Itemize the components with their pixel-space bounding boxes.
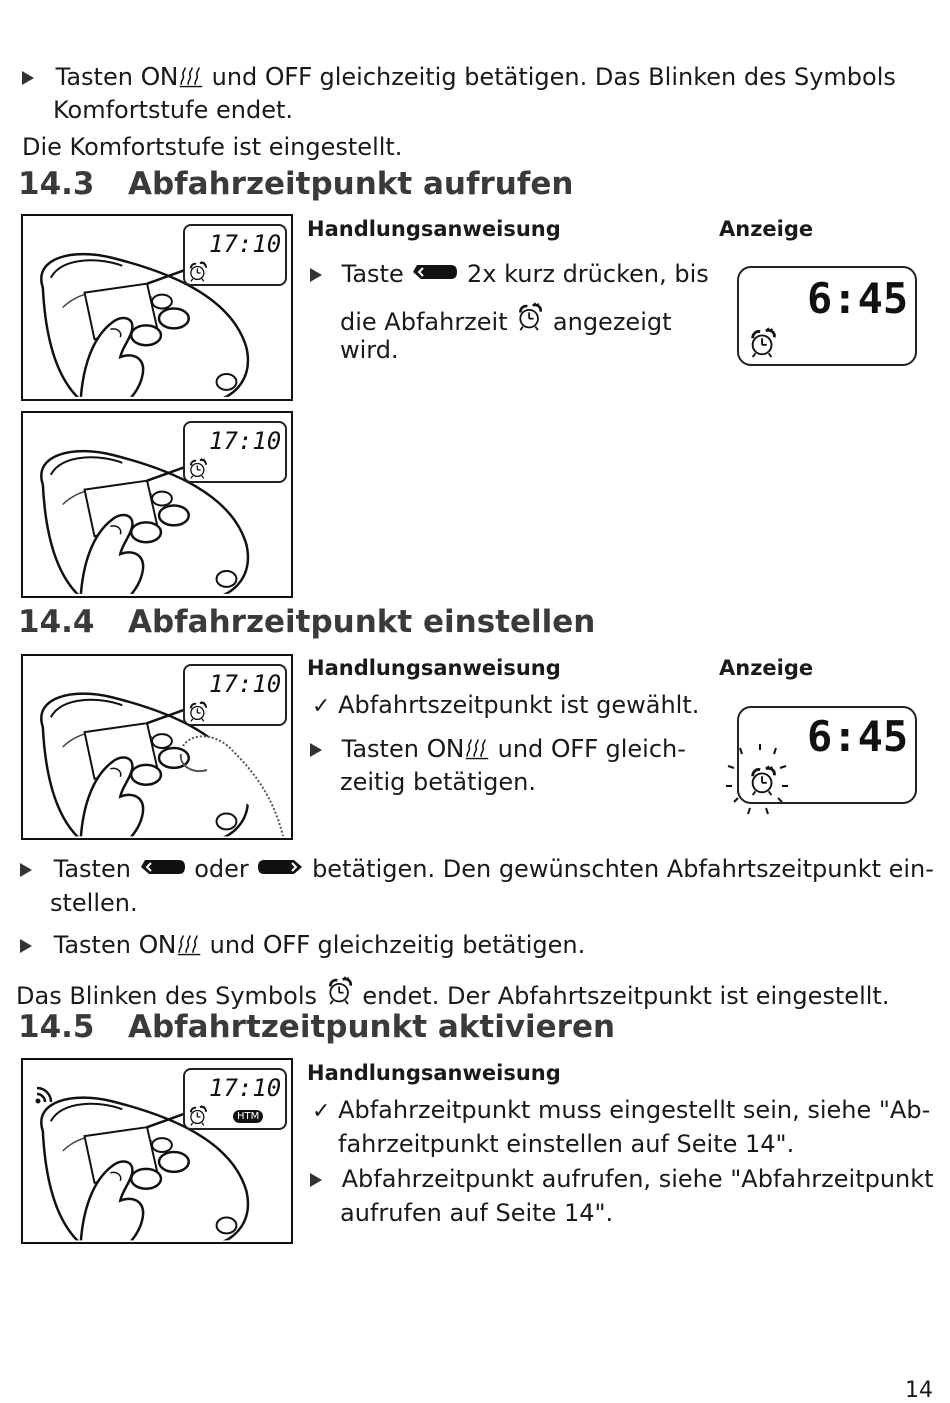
heat-wave-icon <box>178 65 204 89</box>
step-text: angezeigt <box>552 308 672 336</box>
s143-step-line-3: wird. <box>340 336 399 364</box>
off-key-label: OFF <box>264 62 312 91</box>
right-arrow-key-icon <box>256 857 304 877</box>
checkmark-icon: ✓ <box>312 1099 331 1124</box>
s144-precondition <box>312 689 699 723</box>
bullet-triangle-icon <box>310 1173 322 1187</box>
remote-lcd <box>183 1068 287 1130</box>
remote-lcd-time: 17:10 <box>209 670 282 698</box>
s144-after-step-1 <box>20 853 934 886</box>
display-time: 6:45 <box>807 712 909 761</box>
page-number: 14 <box>905 1378 933 1403</box>
heat-wave-icon <box>176 933 202 957</box>
alarm-clock-icon <box>747 326 779 358</box>
intro-step-1-continued: Komfortstufe endet. <box>53 96 293 124</box>
alarm-clock-icon <box>187 700 209 722</box>
intro-step-text: Tasten <box>55 63 133 91</box>
remote-lcd <box>183 664 287 726</box>
step-text: gleichzeitig betätigen. <box>317 931 586 959</box>
heat-wave-icon <box>464 737 490 761</box>
remote-lcd <box>183 224 287 286</box>
column-heading-instructions: Handlungsanweisung <box>307 217 561 241</box>
s144-step <box>310 732 686 766</box>
section-heading-14-5 <box>18 1009 615 1045</box>
htm-badge: HTM <box>233 1110 263 1123</box>
step-text: Tasten <box>53 855 131 883</box>
left-arrow-key-icon <box>411 262 459 282</box>
step-text: 2x kurz drücken, bis <box>467 260 709 288</box>
step-text: Abfahrtszeitpunkt ist gewählt. <box>338 691 700 719</box>
s143-step <box>310 258 709 291</box>
section-number: 14.3 <box>18 166 95 202</box>
section-title: Abfahrzeitpunkt einstellen <box>128 604 596 640</box>
alarm-clock-icon <box>515 300 545 332</box>
intro-step-text: gleichzeitig betätigen. Das Blinken des Symbols <box>319 63 896 91</box>
remote-figure-3 <box>21 654 293 840</box>
step-text: Taste <box>341 260 404 288</box>
step-text: betätigen. Den gewünschten Abfahrtszeitpunkt ein- <box>312 855 934 883</box>
column-heading-display: Anzeige <box>719 217 814 241</box>
remote-figure-4 <box>21 1058 293 1244</box>
off-key-label: OFF <box>262 930 310 959</box>
section-title: Abfahrzeitpunkt aufrufen <box>128 166 574 202</box>
column-heading-instructions: Handlungsanweisung <box>307 1061 561 1085</box>
column-heading-display: Anzeige <box>719 656 814 680</box>
off-key-label: OFF <box>550 734 598 763</box>
step-text: Das Blinken des Symbols <box>16 982 318 1010</box>
column-heading-instructions: Handlungsanweisung <box>307 656 561 680</box>
section-heading-14-4 <box>18 604 595 640</box>
checkmark-icon: ✓ <box>312 694 331 719</box>
s145-precondition <box>312 1094 930 1128</box>
remote-lcd <box>183 421 287 483</box>
remote-lcd-time: 17:10 <box>209 230 282 258</box>
step-text: Tasten <box>341 735 419 763</box>
on-key-label: ON <box>138 930 176 959</box>
display-time: 6:45 <box>807 274 909 323</box>
step-text: oder <box>194 855 249 883</box>
bullet-triangle-icon <box>22 71 34 85</box>
on-key-label: ON <box>140 62 178 91</box>
alarm-clock-icon <box>187 260 209 282</box>
step-text: Tasten <box>53 931 131 959</box>
step-text: die Abfahrzeit <box>340 308 508 336</box>
step-text: gleich- <box>605 735 686 763</box>
section-number: 14.4 <box>18 604 95 640</box>
step-text: Abfahrzeitpunkt aufrufen, siehe "Abfahrzeitpunkt <box>341 1165 934 1193</box>
s145-precondition-continued: fahrzeitpunkt einstellen auf Seite 14". <box>338 1130 795 1158</box>
second-finger-illustration <box>173 726 293 838</box>
intro-step-1 <box>22 60 896 94</box>
s144-after-step-2 <box>20 928 585 962</box>
s145-step-continued: aufrufen auf Seite 14". <box>340 1199 614 1227</box>
blinking-rays-icon <box>722 742 802 820</box>
alarm-clock-icon <box>325 974 355 1006</box>
remote-lcd-time: 17:10 <box>209 1074 282 1102</box>
step-text: Abfahrzeitpunkt muss eingestellt sein, siehe "Ab- <box>338 1096 931 1124</box>
left-arrow-key-icon <box>139 857 187 877</box>
on-key-label: ON <box>426 734 464 763</box>
s144-after-step-1-continued: stellen. <box>50 889 138 917</box>
intro-step-text: und <box>211 63 258 91</box>
bullet-triangle-icon <box>20 863 32 877</box>
intro-result: Die Komfortstufe ist eingestellt. <box>22 133 403 161</box>
section-title: Abfahrtzeitpunkt aktivieren <box>128 1009 616 1045</box>
section-heading-14-3 <box>18 166 573 202</box>
alarm-clock-icon <box>187 457 209 479</box>
alarm-clock-icon <box>187 1104 209 1126</box>
s145-step <box>310 1163 934 1196</box>
bullet-triangle-icon <box>20 939 32 953</box>
step-text: und <box>209 931 256 959</box>
section-number: 14.5 <box>18 1009 95 1045</box>
remote-figure-1 <box>21 214 293 401</box>
step-text: endet. Der Abfahrtszeitpunkt ist eingestellt. <box>362 982 890 1010</box>
bullet-triangle-icon <box>310 743 322 757</box>
step-text: und <box>497 735 544 763</box>
signal-waves-icon <box>33 1082 57 1106</box>
s144-result <box>16 974 889 1013</box>
remote-figure-2 <box>21 411 293 598</box>
display-preview-14-3 <box>737 266 917 366</box>
bullet-triangle-icon <box>310 268 322 282</box>
s144-step-line-2: zeitig betätigen. <box>340 768 537 796</box>
remote-lcd-time: 17:10 <box>209 427 282 455</box>
